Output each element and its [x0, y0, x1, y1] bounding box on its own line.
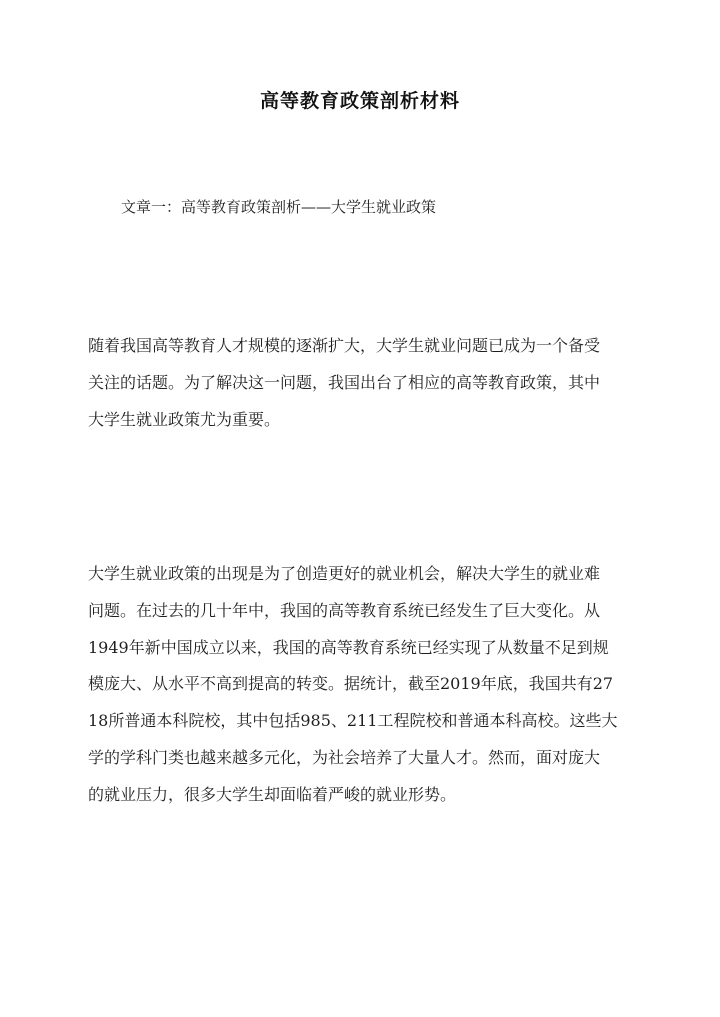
paragraph-2	[88, 556, 634, 814]
paragraph-line: 问题。在过去的几十年中，我国的高等教育系统已经发生了巨大变化。从	[88, 600, 601, 620]
document-title: 高等教育政策剖析材料	[259, 90, 460, 112]
paragraph-line: 的就业压力，很多大学生却面临着严峻的就业形势。	[88, 784, 457, 804]
article-subtitle: 文章一：高等教育政策剖析——大学生就业政策	[121, 198, 437, 216]
paragraph-line: 大学生就业政策的出现是为了创造更好的就业机会，解决大学生的就业难	[88, 564, 601, 583]
paragraph-line: 关注的话题。为了解决这一问题，我国出台了相应的高等教育政策，其中	[88, 372, 601, 392]
paragraph-line: 1949年新中国成立以来，我国的高等教育系统已经实现了从数量不足到规	[88, 637, 609, 657]
paragraph-line: 学的学科门类也越来越多元化，为社会培养了大量人才。然而，面对庞大	[88, 747, 601, 767]
paragraph-line: 随着我国高等教育人才规模的逐渐扩大，大学生就业问题已成为一个备受	[88, 336, 601, 355]
paragraph-line: 18所普通本科院校，其中包括985、211工程院校和普通本科高校。这些大	[88, 711, 618, 731]
paragraph-1	[88, 328, 634, 438]
paragraph-line: 大学生就业政策尤为重要。	[88, 409, 281, 429]
paragraph-line: 模庞大、从水平不高到提高的转变。据统计，截至2019年底，我国共有27	[88, 674, 614, 694]
